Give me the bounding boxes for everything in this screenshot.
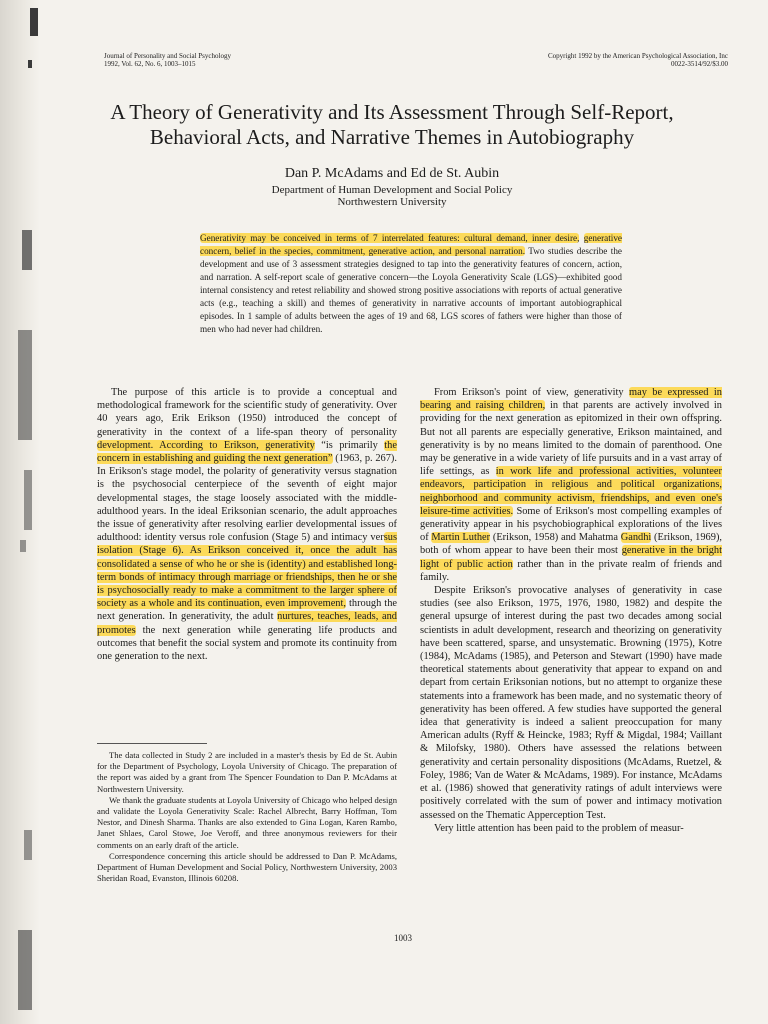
highlight-run: the concern in establishing and guiding the next generation” xyxy=(97,439,397,465)
highlight-run: nurtures, teaches, leads, and promotes xyxy=(97,611,397,636)
abstract-highlight-2: generative concern, belief in the species, commitment, generative action, and personal narration. xyxy=(200,233,622,256)
text-run: Some of Erikson's most compelling examples of generativity appear in his psychobiographical explorations of the lives of xyxy=(420,505,722,544)
text-run: The purpose of this article is to provide a conceptual and methodological framework for the scientific study of generativity. Over 40 years ago, Erik Erikson (1950) introduced the concept of generativity in the context of a life-span theory of personality xyxy=(97,387,397,438)
highlight-run: development. According to Erikson, generativity xyxy=(97,439,315,451)
page-number: 1003 xyxy=(394,933,412,943)
right-paragraph-3: Very little attention has been paid to the problem of measur- xyxy=(434,822,684,834)
highlight-run: sus isolation (Stage 6). As Erikson conceived it, once the adult has consolidated a sense of who he or she is (identity) and established long-term bonds of intimacy through marriage or friendships, then he or she is psychosocially ready to make a commitment to the larger sphere of society as a whole and its continuation, even improvement, xyxy=(97,532,397,610)
article-code: 0022-3514/92/$3.00 xyxy=(671,60,728,68)
right-paragraph-2: Despite Erikson's provocative analyses of generativity in case studies (see also Erikson, 1975, 1976, 1980, 1982) and despite the general upsurge of interest during the past two decades among social scientists in adult development, research and theorizing on generativity have been scattered, sparse, and unsystematic. Browning (1975), Kotre (1984), McAdams (1985), and Peterson and Stewart (1990) have made theoretical statements about generativity that appear to expand on and depart from certain Eriksonian notions, but no attempt to organize these statements into a framework has been made, and no systematic theory of generativity has been offered. A few studies have supported the general idea that generativity is indeed a salient preoccupation for many American adults (Ryff & Heincke, 1983; Ryff & Migdal, 1984; Vaillant & Milofsky, 1980). Others have assessed the relations between generativity and certain personality dispositions (McAdams, Ruetzel, & Foley, 1986; Van de Water & McAdams, 1989). For instance, McAdams et al. (1986) showed that generativity ratings of adult interviews were positively correlated with the sum of power and intimacy motivation assessed on the Thematic Apperception Test. xyxy=(420,585,722,821)
right-column xyxy=(420,386,722,835)
text-run: the next generation while generating life products and outcomes that benefit the social system and promote its continuity from one generation to the next. xyxy=(97,624,397,663)
right-paragraph-1 xyxy=(420,386,722,584)
abstract-highlight-1: Generativity may be conceived in terms of 7 interrelated features: cultural demand, inner desire, xyxy=(200,233,580,243)
scan-edge xyxy=(0,0,40,1024)
title-line-2: Behavioral Acts, and Narrative Themes in Autobiography xyxy=(149,125,635,149)
text-run: rather than in the private realm of friends and family. xyxy=(420,558,722,583)
affiliation-line-1: Department of Human Development and Social Policy xyxy=(271,184,513,196)
highlight-run: may be expressed in bearing and raising children, xyxy=(420,387,722,412)
left-paragraph-1 xyxy=(97,386,397,663)
copyright-header xyxy=(548,52,728,68)
title-line-1: A Theory of Generativity and Its Assessment Through Self-Report, xyxy=(110,100,674,124)
author-names: Dan P. McAdams and Ed de St. Aubin xyxy=(284,166,500,181)
affiliation-line-2: Northwestern University xyxy=(337,196,447,208)
text-run: (1963, p. 267). In Erikson's stage model, the polarity of generativity versus stagnation is the psychosocial centerpiece of the seventh of eight major developmental stages, the stage loosely associated with the middle-adulthood years. In the ideal Eriksonian scenario, the adult approaches the issue of generativity after resolving earlier developmental issues of adulthood: identity versus role confusion (Stage 5) and intimacy ver xyxy=(97,453,397,544)
footnote-rule xyxy=(97,743,207,744)
text-run: in that parents are actively involved in providing for the next generation as epitomized in their own offspring. But not all parents are especially generative, Erikson maintained, and generativity is by no means limited to the domain of parenthood. One may be generative in a wide variety of life pursuits and in a vast array of life settings, as xyxy=(420,400,722,478)
journal-citation: 1992, Vol. 62, No. 6, 1003–1015 xyxy=(104,60,196,68)
author-affiliation xyxy=(200,184,584,208)
abstract-text: Two studies describe the development and use of 3 assessment strategies designed to tap into the generativity features of concern, action, and narration. A self-report scale of generative concern—the Loyola Generativity Scale (LGS)—exhibited good internal consistency and retest reliability and showed strong positive associations with reports of actual generative acts (e.g., teaching a skill) and themes of generativity in narrative accounts of important autobiographical episodes. In 1 sample of adults between the ages of 19 and 68, LGS scores of fathers were higher than those of men who had never had children. xyxy=(200,246,622,334)
highlight-run: generative in the bright light of public action xyxy=(420,545,722,570)
left-column xyxy=(97,386,397,663)
journal-header xyxy=(104,52,231,68)
highlight-run: Gandhi xyxy=(620,532,652,544)
footnote-3: Correspondence concerning this article should be addressed to Dan P. McAdams, Department of Human Development and Social Policy, Northwestern University, 2003 Sheridan Road, Evanston, Illinois 60208. xyxy=(97,850,397,884)
footnotes xyxy=(97,743,397,884)
article-title xyxy=(100,100,684,150)
abstract xyxy=(200,232,622,336)
copyright-line: Copyright 1992 by the American Psychological Association, Inc xyxy=(547,52,728,60)
text-run: (Erikson, 1969), both of whom appear to have been their most xyxy=(420,532,722,557)
text-run: through the next generation. In generativity, the adult xyxy=(97,598,397,623)
footnote-1: The data collected in Study 2 are included in a master's thesis by Ed de St. Aubin for the Department of Psychology, Loyola University of Chicago. The preparation of the report was aided by a grant from The Spencer Foundation to Dan P. McAdams at Northwestern University. xyxy=(97,750,397,794)
highlight-run: in work life and professional activities, volunteer endeavors, participation in religious and political organizations, neighborhood and community activism, friendships, and even one's leisure-time activities. xyxy=(420,466,722,517)
footnote-2: We thank the graduate students at Loyola University of Chicago who helped design and validate the Loyola Generativity Scale: Rachel Albrecht, Barry Hoffman, Tom Nestor, and Dinesh Sharma. Thanks are also extended to Gina Logan, Karen Rambo, Janet Shlaes, Carol Stowe, Joe Veroff, and three anonymous reviewers for their comments on an early draft of the article. xyxy=(97,794,397,850)
highlight-run: Martin Luther xyxy=(431,532,491,544)
journal-name: Journal of Personality and Social Psychology xyxy=(104,52,231,60)
text-run: From Erikson's point of view, generativity xyxy=(434,387,629,398)
text-run: “is primarily xyxy=(314,439,385,451)
text-run: (Erikson, 1958) and Mahatma xyxy=(490,532,621,544)
